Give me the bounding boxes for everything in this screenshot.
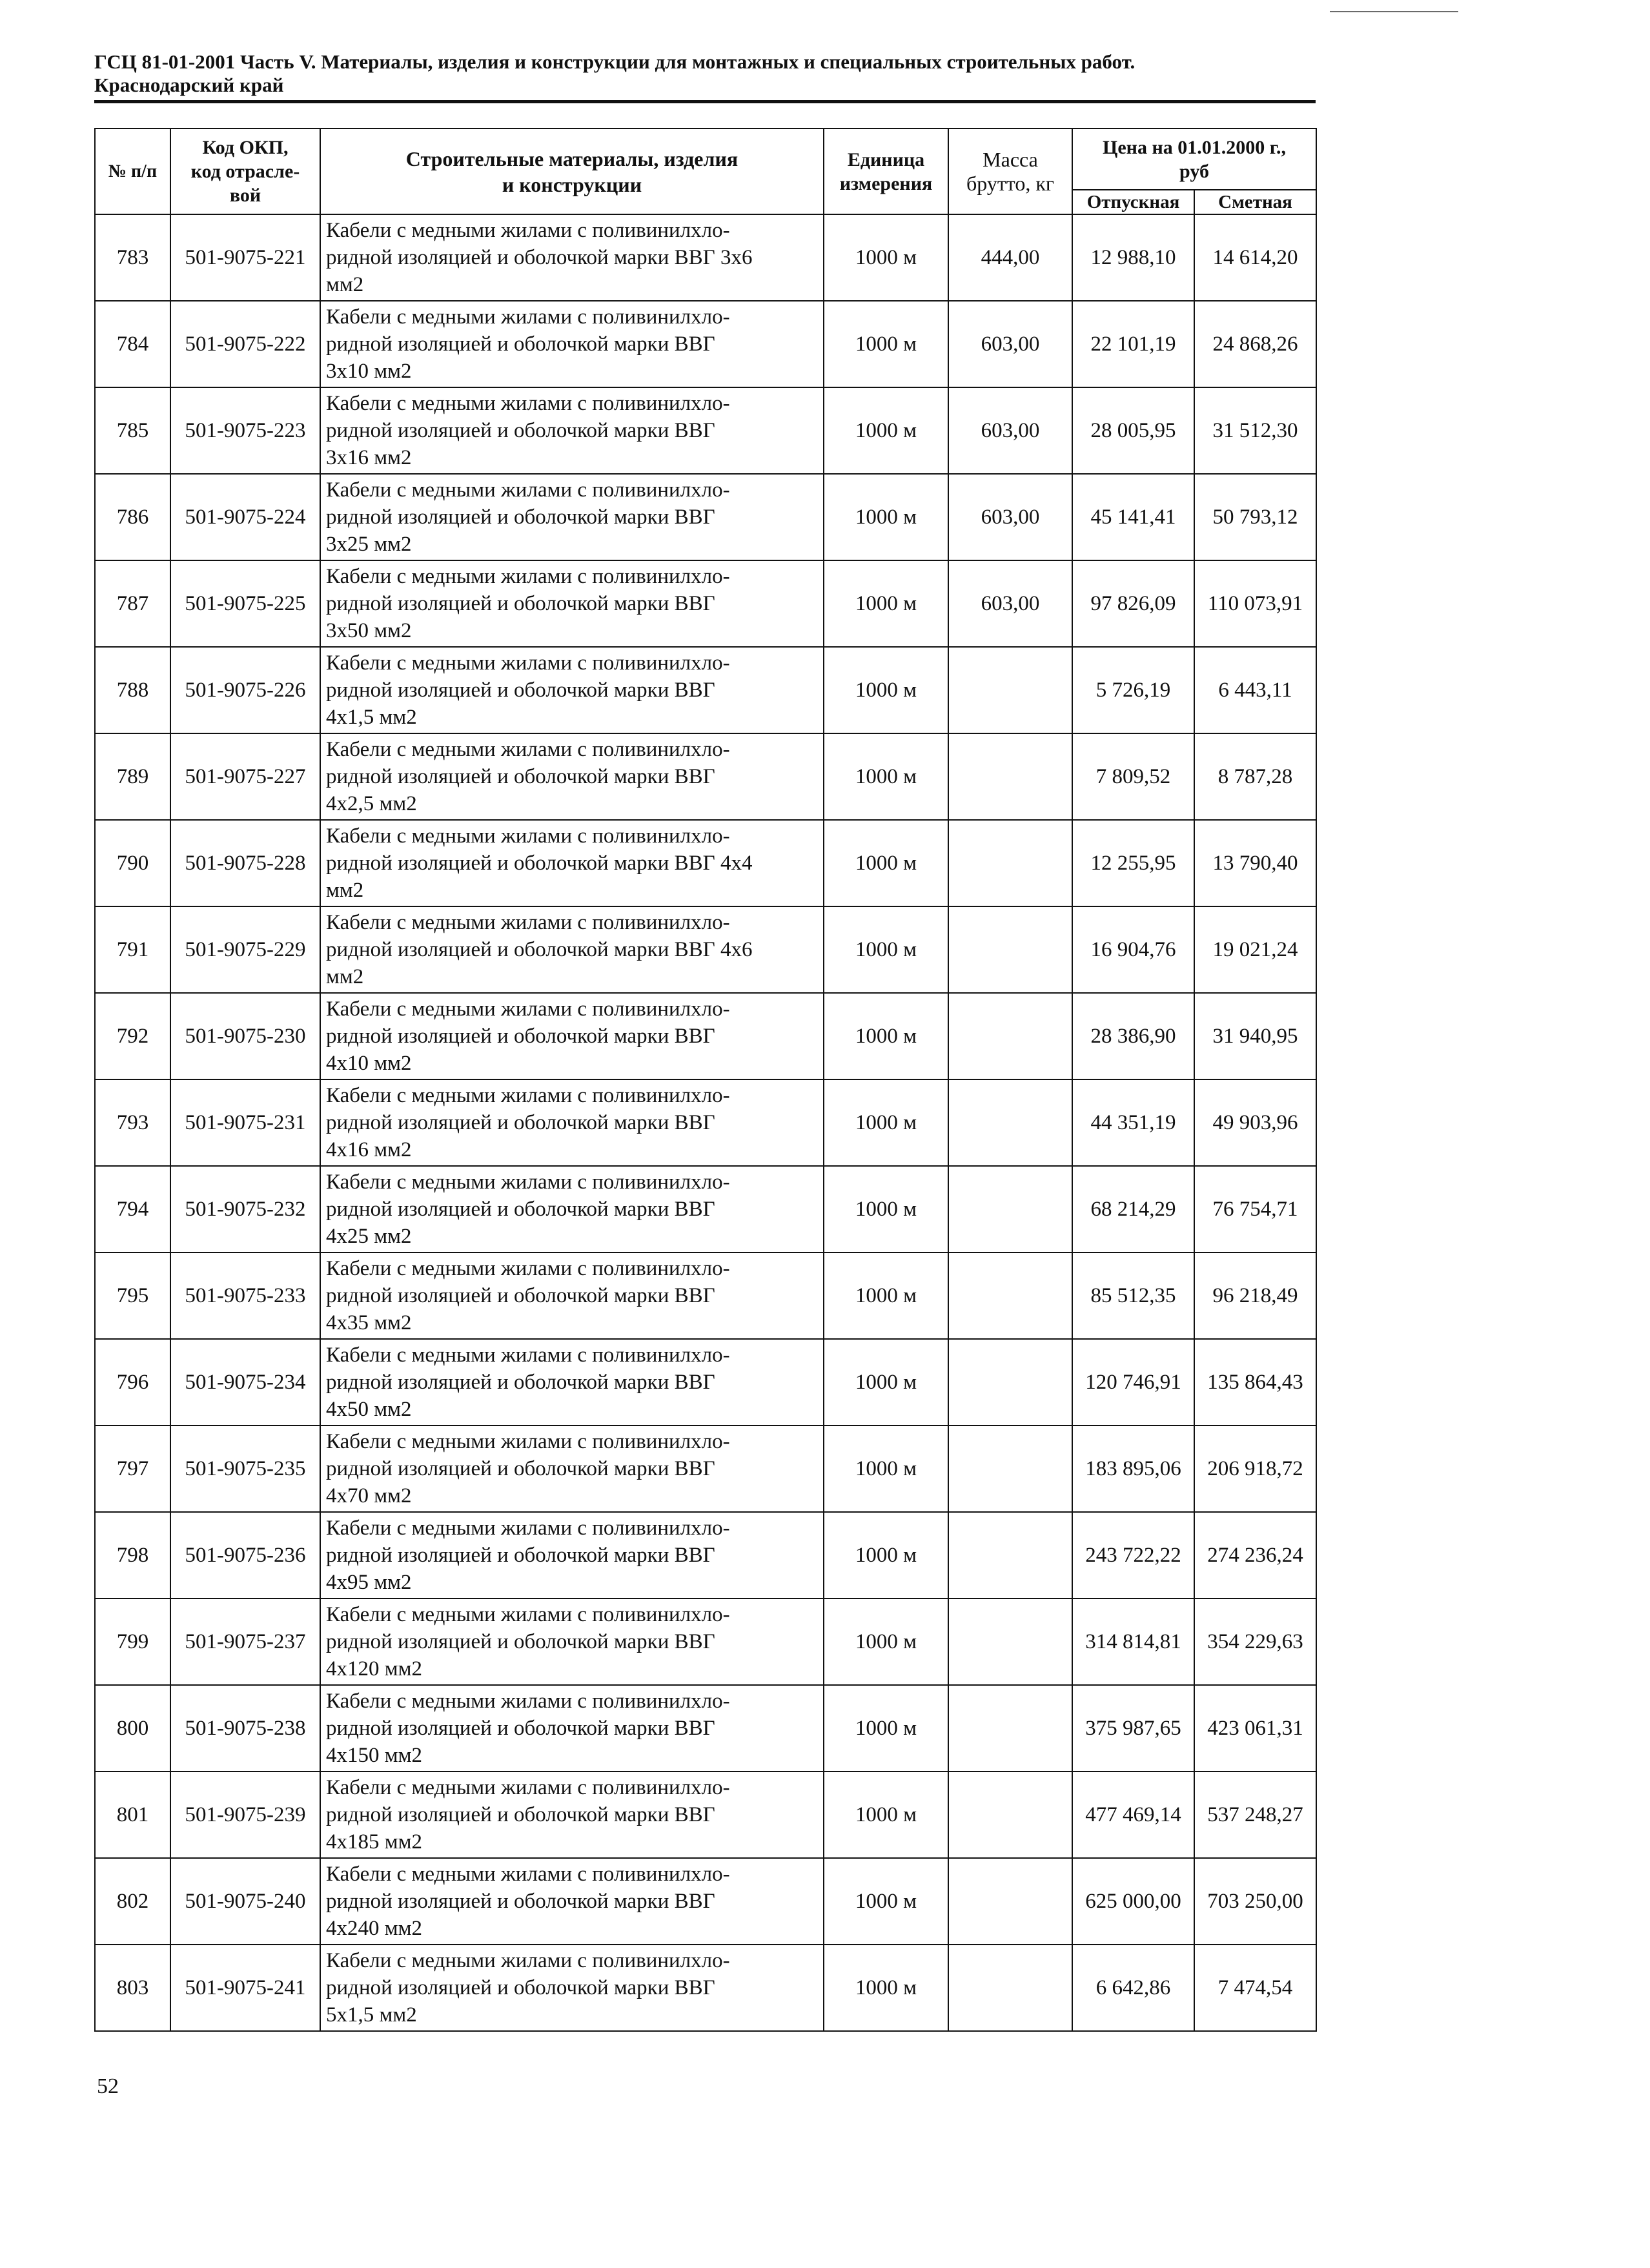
price-release: 28 386,90 bbox=[1072, 993, 1194, 1079]
row-number: 794 bbox=[95, 1166, 170, 1252]
price-estimate: 110 073,91 bbox=[1194, 560, 1316, 647]
okp-code: 501-9075-237 bbox=[170, 1599, 320, 1685]
row-number: 798 bbox=[95, 1512, 170, 1599]
column-header-mass: Масса брутто, кг bbox=[948, 128, 1072, 214]
row-number: 793 bbox=[95, 1079, 170, 1166]
okp-code: 501-9075-238 bbox=[170, 1685, 320, 1772]
gross-mass: 603,00 bbox=[948, 301, 1072, 387]
price-estimate: 274 236,24 bbox=[1194, 1512, 1316, 1599]
gross-mass bbox=[948, 820, 1072, 906]
gross-mass bbox=[948, 1512, 1072, 1599]
gross-mass bbox=[948, 1858, 1072, 1945]
row-number: 801 bbox=[95, 1772, 170, 1858]
table-row bbox=[95, 1772, 1316, 1858]
unit-of-measure: 1000 м bbox=[824, 733, 948, 820]
table-row bbox=[95, 1858, 1316, 1945]
row-number: 803 bbox=[95, 1945, 170, 2031]
okp-code: 501-9075-221 bbox=[170, 214, 320, 301]
material-name: Кабели с медными жилами с поливинилхло- ридной изоляцией и оболочкой марки ВВГ 3х50 мм2 bbox=[320, 560, 824, 647]
okp-code: 501-9075-231 bbox=[170, 1079, 320, 1166]
gross-mass bbox=[948, 1599, 1072, 1685]
document-header bbox=[94, 50, 1135, 97]
gross-mass bbox=[948, 906, 1072, 993]
price-estimate: 703 250,00 bbox=[1194, 1858, 1316, 1945]
table-row bbox=[95, 1252, 1316, 1339]
row-number: 783 bbox=[95, 214, 170, 301]
material-name: Кабели с медными жилами с поливинилхло- ридной изоляцией и оболочкой марки ВВГ 4х95 мм2 bbox=[320, 1512, 824, 1599]
price-estimate: 8 787,28 bbox=[1194, 733, 1316, 820]
table-row bbox=[95, 1945, 1316, 2031]
unit-of-measure: 1000 м bbox=[824, 1166, 948, 1252]
unit-of-measure: 1000 м bbox=[824, 820, 948, 906]
gross-mass: 444,00 bbox=[948, 214, 1072, 301]
okp-code: 501-9075-239 bbox=[170, 1772, 320, 1858]
unit-of-measure: 1000 м bbox=[824, 214, 948, 301]
row-number: 797 bbox=[95, 1425, 170, 1512]
row-number: 792 bbox=[95, 993, 170, 1079]
unit-of-measure: 1000 м bbox=[824, 1512, 948, 1599]
price-estimate: 31 940,95 bbox=[1194, 993, 1316, 1079]
okp-code: 501-9075-230 bbox=[170, 993, 320, 1079]
table-row bbox=[95, 474, 1316, 560]
unit-of-measure: 1000 м bbox=[824, 1685, 948, 1772]
okp-code: 501-9075-223 bbox=[170, 387, 320, 474]
table-header bbox=[95, 128, 1316, 214]
gross-mass bbox=[948, 1945, 1072, 2031]
okp-code: 501-9075-235 bbox=[170, 1425, 320, 1512]
table-row bbox=[95, 1685, 1316, 1772]
material-name: Кабели с медными жилами с поливинилхло- ридной изоляцией и оболочкой марки ВВГ 4х6 мм2 bbox=[320, 906, 824, 993]
gross-mass: 603,00 bbox=[948, 387, 1072, 474]
column-header-price: Цена на 01.01.2000 г., руб bbox=[1072, 128, 1316, 190]
table-row bbox=[95, 1079, 1316, 1166]
price-estimate: 19 021,24 bbox=[1194, 906, 1316, 993]
table-row bbox=[95, 387, 1316, 474]
price-release: 375 987,65 bbox=[1072, 1685, 1194, 1772]
gross-mass bbox=[948, 1166, 1072, 1252]
gross-mass bbox=[948, 1339, 1072, 1425]
row-number: 787 bbox=[95, 560, 170, 647]
unit-of-measure: 1000 м bbox=[824, 474, 948, 560]
material-name: Кабели с медными жилами с поливинилхло- ридной изоляцией и оболочкой марки ВВГ 4х240 мм2 bbox=[320, 1858, 824, 1945]
row-number: 795 bbox=[95, 1252, 170, 1339]
gross-mass bbox=[948, 647, 1072, 733]
price-release: 625 000,00 bbox=[1072, 1858, 1194, 1945]
price-release: 120 746,91 bbox=[1072, 1339, 1194, 1425]
table-row bbox=[95, 906, 1316, 993]
table-row bbox=[95, 301, 1316, 387]
gross-mass bbox=[948, 1079, 1072, 1166]
price-release: 28 005,95 bbox=[1072, 387, 1194, 474]
row-number: 789 bbox=[95, 733, 170, 820]
price-release: 45 141,41 bbox=[1072, 474, 1194, 560]
material-name: Кабели с медными жилами с поливинилхло- ридной изоляцией и оболочкой марки ВВГ 3х10 мм2 bbox=[320, 301, 824, 387]
price-release: 12 988,10 bbox=[1072, 214, 1194, 301]
price-release: 477 469,14 bbox=[1072, 1772, 1194, 1858]
price-release: 243 722,22 bbox=[1072, 1512, 1194, 1599]
gross-mass bbox=[948, 1252, 1072, 1339]
price-release: 6 642,86 bbox=[1072, 1945, 1194, 2031]
material-name: Кабели с медными жилами с поливинилхло- ридной изоляцией и оболочкой марки ВВГ 4х2,5 мм2 bbox=[320, 733, 824, 820]
okp-code: 501-9075-224 bbox=[170, 474, 320, 560]
row-number: 790 bbox=[95, 820, 170, 906]
unit-of-measure: 1000 м bbox=[824, 1599, 948, 1685]
row-number: 796 bbox=[95, 1339, 170, 1425]
gross-mass: 603,00 bbox=[948, 560, 1072, 647]
gross-mass bbox=[948, 993, 1072, 1079]
gross-mass bbox=[948, 1685, 1072, 1772]
unit-of-measure: 1000 м bbox=[824, 560, 948, 647]
table-row bbox=[95, 647, 1316, 733]
material-name: Кабели с медными жилами с поливинилхло- ридной изоляцией и оболочкой марки ВВГ 4х16 мм2 bbox=[320, 1079, 824, 1166]
price-estimate: 354 229,63 bbox=[1194, 1599, 1316, 1685]
gross-mass bbox=[948, 1772, 1072, 1858]
material-name: Кабели с медными жилами с поливинилхло- ридной изоляцией и оболочкой марки ВВГ 4х4 мм2 bbox=[320, 820, 824, 906]
header-rule bbox=[94, 100, 1316, 103]
price-estimate: 14 614,20 bbox=[1194, 214, 1316, 301]
table-row bbox=[95, 820, 1316, 906]
column-header-price-estimate: Сметная bbox=[1194, 190, 1316, 214]
unit-of-measure: 1000 м bbox=[824, 1079, 948, 1166]
column-header-number: № п/п bbox=[95, 128, 170, 214]
column-header-material: Строительные материалы, изделия и конструкции bbox=[320, 128, 824, 214]
price-estimate: 13 790,40 bbox=[1194, 820, 1316, 906]
column-header-price-release: Отпускная bbox=[1072, 190, 1194, 214]
price-estimate: 537 248,27 bbox=[1194, 1772, 1316, 1858]
row-number: 786 bbox=[95, 474, 170, 560]
table-row bbox=[95, 1166, 1316, 1252]
price-estimate: 31 512,30 bbox=[1194, 387, 1316, 474]
gross-mass bbox=[948, 733, 1072, 820]
okp-code: 501-9075-232 bbox=[170, 1166, 320, 1252]
material-name: Кабели с медными жилами с поливинилхло- ридной изоляцией и оболочкой марки ВВГ 4х35 мм2 bbox=[320, 1252, 824, 1339]
unit-of-measure: 1000 м bbox=[824, 1858, 948, 1945]
okp-code: 501-9075-226 bbox=[170, 647, 320, 733]
okp-code: 501-9075-241 bbox=[170, 1945, 320, 2031]
price-release: 5 726,19 bbox=[1072, 647, 1194, 733]
okp-code: 501-9075-240 bbox=[170, 1858, 320, 1945]
okp-code: 501-9075-228 bbox=[170, 820, 320, 906]
price-release: 44 351,19 bbox=[1072, 1079, 1194, 1166]
table-row bbox=[95, 560, 1316, 647]
row-number: 791 bbox=[95, 906, 170, 993]
table-row bbox=[95, 214, 1316, 301]
okp-code: 501-9075-227 bbox=[170, 733, 320, 820]
price-release: 314 814,81 bbox=[1072, 1599, 1194, 1685]
unit-of-measure: 1000 м bbox=[824, 301, 948, 387]
price-estimate: 76 754,71 bbox=[1194, 1166, 1316, 1252]
material-name: Кабели с медными жилами с поливинилхло- ридной изоляцией и оболочкой марки ВВГ 4х150 мм2 bbox=[320, 1685, 824, 1772]
table-row bbox=[95, 993, 1316, 1079]
price-estimate: 135 864,43 bbox=[1194, 1339, 1316, 1425]
row-number: 800 bbox=[95, 1685, 170, 1772]
material-name: Кабели с медными жилами с поливинилхло- ридной изоляцией и оболочкой марки ВВГ 4х185 мм2 bbox=[320, 1772, 824, 1858]
row-number: 788 bbox=[95, 647, 170, 733]
price-release: 12 255,95 bbox=[1072, 820, 1194, 906]
document-title: ГСЦ 81-01-2001 Часть V. Материалы, изделия и конструкции для монтажных и специальных строительных работ. bbox=[94, 50, 1136, 73]
okp-code: 501-9075-225 bbox=[170, 560, 320, 647]
document-region: Краснодарский край bbox=[94, 74, 284, 96]
material-name: Кабели с медными жилами с поливинилхло- ридной изоляцией и оболочкой марки ВВГ 4х10 мм2 bbox=[320, 993, 824, 1079]
unit-of-measure: 1000 м bbox=[824, 1252, 948, 1339]
row-number: 785 bbox=[95, 387, 170, 474]
price-release: 68 214,29 bbox=[1072, 1166, 1194, 1252]
unit-of-measure: 1000 м bbox=[824, 1945, 948, 2031]
page-number: 52 bbox=[97, 2074, 119, 2098]
column-header-okp-code: Код ОКП, код отрасле- вой bbox=[170, 128, 320, 214]
unit-of-measure: 1000 м bbox=[824, 1425, 948, 1512]
row-number: 799 bbox=[95, 1599, 170, 1685]
materials-price-table bbox=[94, 128, 1317, 2032]
corner-rule bbox=[1330, 11, 1458, 12]
unit-of-measure: 1000 м bbox=[824, 387, 948, 474]
price-release: 85 512,35 bbox=[1072, 1252, 1194, 1339]
table-row bbox=[95, 1599, 1316, 1685]
unit-of-measure: 1000 м bbox=[824, 1339, 948, 1425]
okp-code: 501-9075-233 bbox=[170, 1252, 320, 1339]
price-estimate: 50 793,12 bbox=[1194, 474, 1316, 560]
price-release: 183 895,06 bbox=[1072, 1425, 1194, 1512]
material-name: Кабели с медными жилами с поливинилхло- ридной изоляцией и оболочкой марки ВВГ 4х70 мм2 bbox=[320, 1425, 824, 1512]
row-number: 802 bbox=[95, 1858, 170, 1945]
price-estimate: 96 218,49 bbox=[1194, 1252, 1316, 1339]
material-name: Кабели с медными жилами с поливинилхло- ридной изоляцией и оболочкой марки ВВГ 5х1,5 мм2 bbox=[320, 1945, 824, 2031]
price-estimate: 206 918,72 bbox=[1194, 1425, 1316, 1512]
okp-code: 501-9075-236 bbox=[170, 1512, 320, 1599]
material-name: Кабели с медными жилами с поливинилхло- ридной изоляцией и оболочкой марки ВВГ 4х1,5 мм2 bbox=[320, 647, 824, 733]
row-number: 784 bbox=[95, 301, 170, 387]
material-name: Кабели с медными жилами с поливинилхло- ридной изоляцией и оболочкой марки ВВГ 3х16 мм2 bbox=[320, 387, 824, 474]
material-name: Кабели с медными жилами с поливинилхло- ридной изоляцией и оболочкой марки ВВГ 4х25 мм2 bbox=[320, 1166, 824, 1252]
price-estimate: 6 443,11 bbox=[1194, 647, 1316, 733]
price-release: 97 826,09 bbox=[1072, 560, 1194, 647]
okp-code: 501-9075-229 bbox=[170, 906, 320, 993]
price-release: 16 904,76 bbox=[1072, 906, 1194, 993]
okp-code: 501-9075-234 bbox=[170, 1339, 320, 1425]
unit-of-measure: 1000 м bbox=[824, 1772, 948, 1858]
okp-code: 501-9075-222 bbox=[170, 301, 320, 387]
gross-mass: 603,00 bbox=[948, 474, 1072, 560]
unit-of-measure: 1000 м bbox=[824, 647, 948, 733]
gross-mass bbox=[948, 1425, 1072, 1512]
price-estimate: 7 474,54 bbox=[1194, 1945, 1316, 2031]
material-name: Кабели с медными жилами с поливинилхло- ридной изоляцией и оболочкой марки ВВГ 4х50 мм2 bbox=[320, 1339, 824, 1425]
price-estimate: 49 903,96 bbox=[1194, 1079, 1316, 1166]
column-header-unit: Единица измерения bbox=[824, 128, 948, 214]
table-row bbox=[95, 1512, 1316, 1599]
table-row bbox=[95, 733, 1316, 820]
price-estimate: 423 061,31 bbox=[1194, 1685, 1316, 1772]
material-name: Кабели с медными жилами с поливинилхло- ридной изоляцией и оболочкой марки ВВГ 3х6 мм2 bbox=[320, 214, 824, 301]
price-estimate: 24 868,26 bbox=[1194, 301, 1316, 387]
unit-of-measure: 1000 м bbox=[824, 993, 948, 1079]
unit-of-measure: 1000 м bbox=[824, 906, 948, 993]
table-row bbox=[95, 1339, 1316, 1425]
material-name: Кабели с медными жилами с поливинилхло- ридной изоляцией и оболочкой марки ВВГ 3х25 мм2 bbox=[320, 474, 824, 560]
table-row bbox=[95, 1425, 1316, 1512]
table-body bbox=[95, 214, 1316, 2031]
price-release: 7 809,52 bbox=[1072, 733, 1194, 820]
price-release: 22 101,19 bbox=[1072, 301, 1194, 387]
material-name: Кабели с медными жилами с поливинилхло- ридной изоляцией и оболочкой марки ВВГ 4х120 мм2 bbox=[320, 1599, 824, 1685]
